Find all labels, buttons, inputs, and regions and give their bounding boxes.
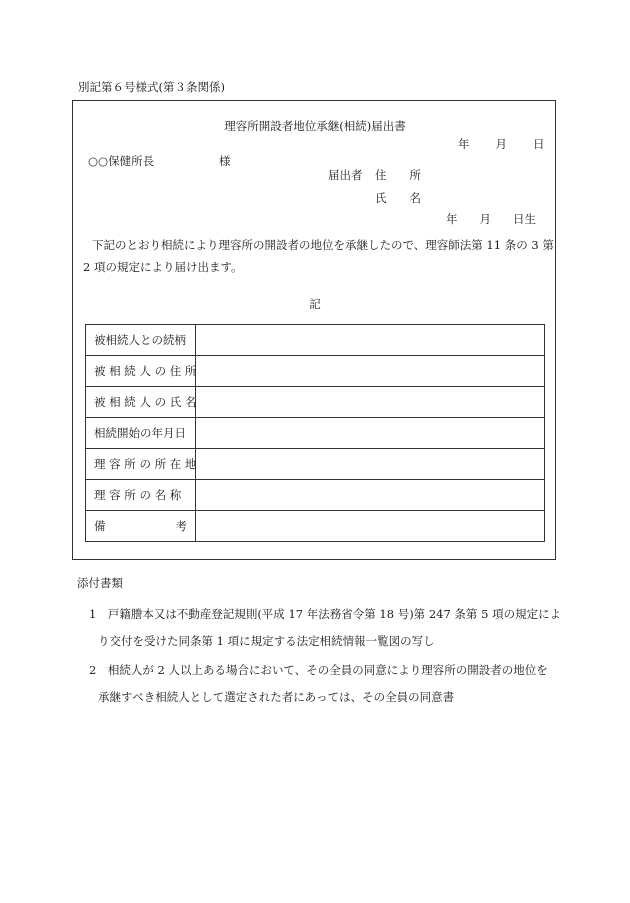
table-row	[86, 325, 545, 356]
row-value-field[interactable]	[196, 356, 545, 387]
attachment-1-line-2: り交付を受けた同条第 1 項に規定する法定相続情報一覧図の写し	[98, 634, 435, 648]
table-row	[86, 511, 545, 542]
table-row	[86, 356, 545, 387]
table-row	[86, 480, 545, 511]
remarks-label-right: 考	[175, 519, 187, 533]
document-title: 理容所開設者地位承継(相続)届出書	[224, 119, 406, 133]
addressee: ○○保健所長	[88, 154, 155, 168]
date-day-label: 日	[533, 137, 545, 151]
row-label: 被 相 続 人 の 氏 名	[86, 387, 196, 418]
table-row	[86, 418, 545, 449]
row-label: 相続開始の年月日	[86, 418, 196, 449]
applicant-label: 届出者	[328, 168, 363, 182]
row-label: 理 容 所 の 所 在 地	[86, 449, 196, 480]
date-month-label: 月	[495, 137, 507, 151]
applicant-name-label: 氏 名	[375, 191, 421, 205]
row-value-field[interactable]	[196, 511, 545, 542]
row-value-field[interactable]	[196, 480, 545, 511]
remarks-label-left: 備	[94, 519, 106, 533]
row-label-remarks	[86, 511, 196, 542]
body-text-line-1: 下記のとおり相続により理容所の開設者の地位を承継したので、理容師法第 11 条の 3 第	[92, 238, 554, 252]
row-label: 理 容 所 の 名 称	[86, 480, 196, 511]
detail-table	[85, 324, 545, 542]
applicant-address-label: 住 所	[375, 168, 421, 182]
birth-year-label: 年	[446, 212, 458, 226]
attachment-2-line-2: 承継すべき相続人として選定された者にあっては、その全員の同意書	[98, 690, 455, 704]
row-value-field[interactable]	[196, 325, 545, 356]
row-value-field[interactable]	[196, 418, 545, 449]
row-value-field[interactable]	[196, 387, 545, 418]
birth-month-label: 月	[479, 212, 491, 226]
birth-date-line	[446, 211, 536, 227]
attachments-title: 添付書類	[77, 576, 123, 590]
table-row	[86, 449, 545, 480]
date-line	[458, 136, 545, 152]
row-value-field[interactable]	[196, 449, 545, 480]
ki-heading: 記	[309, 297, 321, 311]
date-year-label: 年	[458, 137, 470, 151]
row-label: 被 相 続 人 の 住 所	[86, 356, 196, 387]
attachment-1-line-1: 1 戸籍謄本又は不動産登記規則(平成 17 年法務省令第 18 号)第 247 条第 5 項の規定によ	[89, 607, 562, 621]
table-row	[86, 387, 545, 418]
attachment-2-line-1: 2 相続人が 2 人以上ある場合において、その全員の同意により理容所の開設者の地位を	[89, 663, 548, 677]
addressee-suffix: 様	[219, 154, 231, 168]
row-label: 被相続人との続柄	[86, 325, 196, 356]
body-text-line-2: 2 項の規定により届け出ます。	[83, 260, 243, 274]
form-label: 別記第６号様式(第３条関係)	[78, 80, 225, 94]
birth-day-label: 日生	[513, 212, 536, 226]
